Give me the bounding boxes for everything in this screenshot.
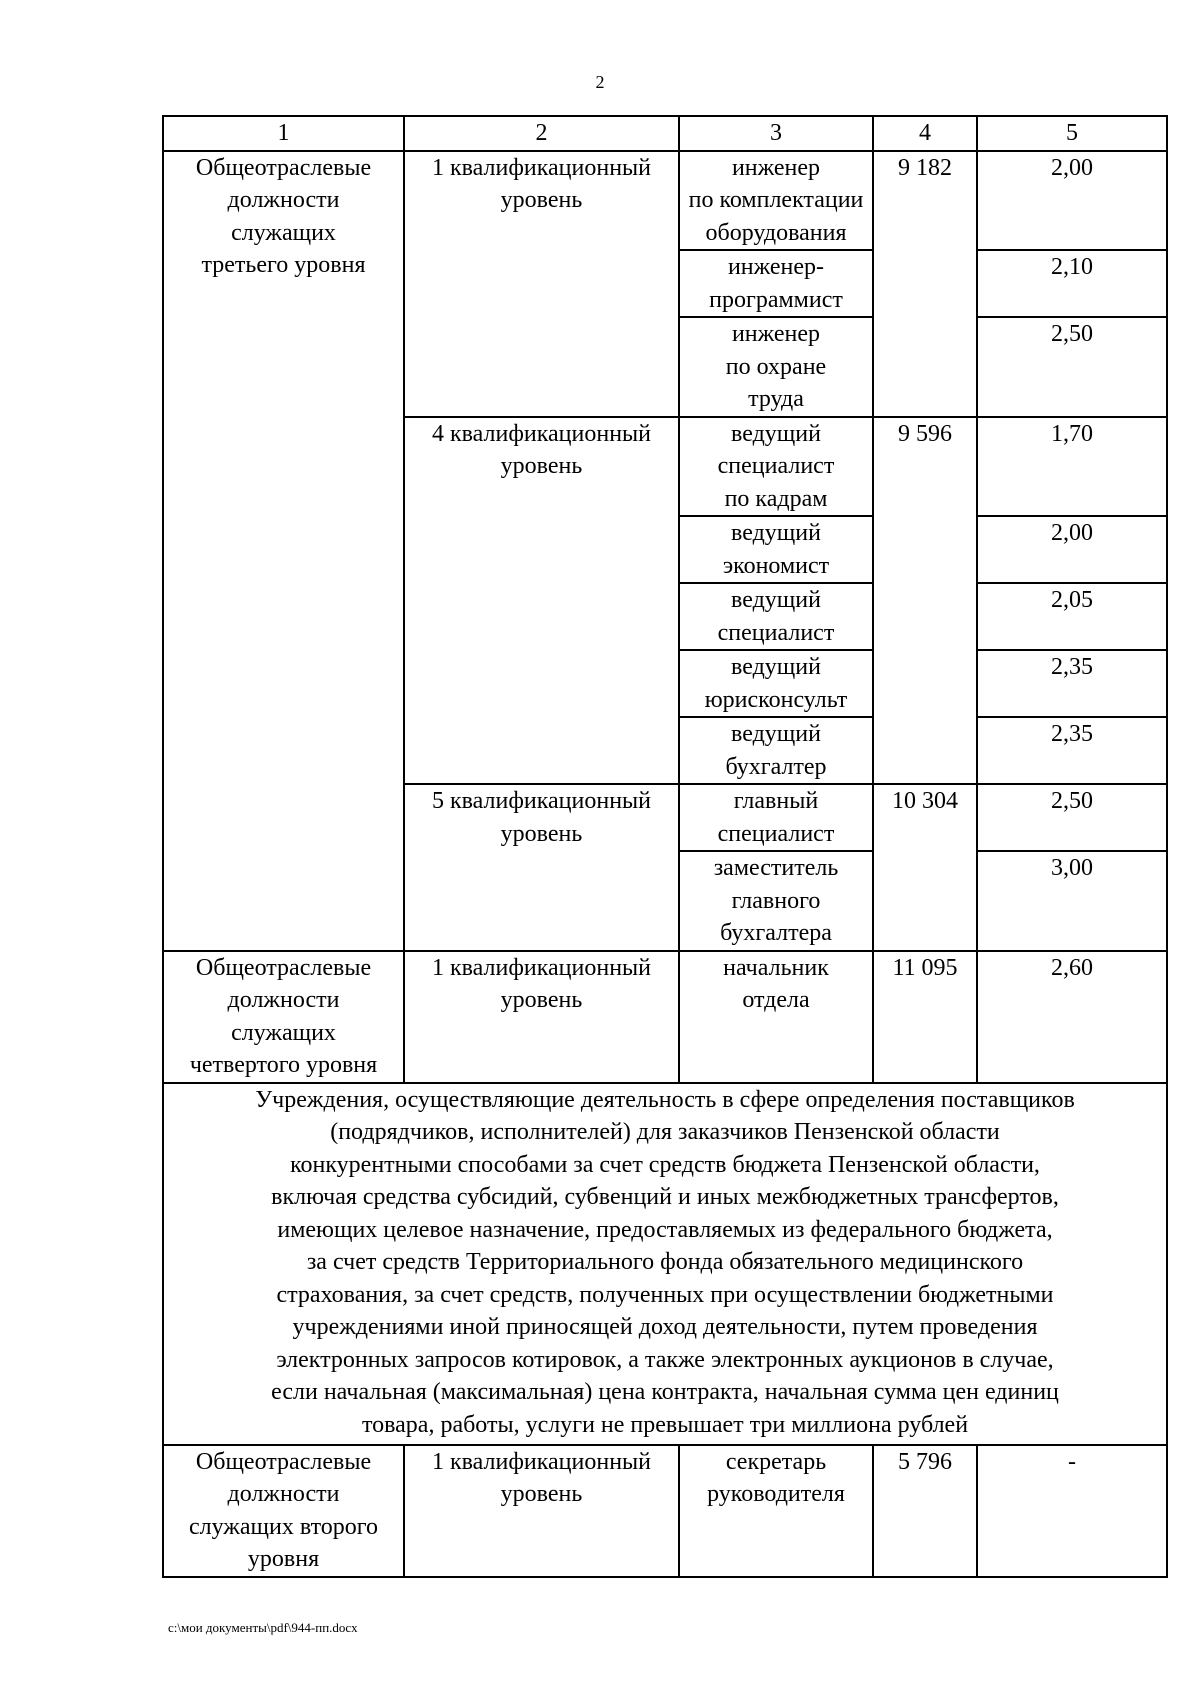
salary-cell: 9 182 — [873, 151, 977, 417]
table-header-row — [163, 116, 1167, 151]
category-cell: Общеотраслевые должности служащих второго уровня — [163, 1445, 404, 1577]
salary-cell: 5 796 — [873, 1445, 977, 1577]
column-header: 1 — [163, 116, 404, 151]
category-cell: Общеотраслевые должности служащих третьего уровня — [163, 151, 404, 951]
column-header: 4 — [873, 116, 977, 151]
position-cell: ведущий специалист по кадрам — [679, 417, 873, 517]
coefficient-cell: 2,05 — [977, 583, 1167, 650]
column-header: 2 — [404, 116, 679, 151]
table-row — [163, 1445, 1167, 1577]
qualification-level-cell: 1 квалификационный уровень — [404, 151, 679, 417]
qualification-level-cell: 1 квалификационный уровень — [404, 951, 679, 1083]
position-cell: инженер по охране труда — [679, 317, 873, 417]
salary-cell: 9 596 — [873, 417, 977, 785]
position-cell: секретарь руководителя — [679, 1445, 873, 1577]
coefficient-cell: 3,00 — [977, 851, 1167, 951]
coefficient-cell: 1,70 — [977, 417, 1167, 517]
section-row — [163, 1083, 1167, 1445]
coefficient-cell: 2,35 — [977, 650, 1167, 717]
coefficient-cell: 2,50 — [977, 317, 1167, 417]
position-cell: заместитель главного бухгалтера — [679, 851, 873, 951]
table-row — [163, 951, 1167, 1083]
position-cell: инженер- программист — [679, 250, 873, 317]
coefficient-cell: 2,50 — [977, 784, 1167, 851]
position-cell: начальник отдела — [679, 951, 873, 1083]
position-cell: ведущий экономист — [679, 516, 873, 583]
column-header: 5 — [977, 116, 1167, 151]
qualification-level-cell: 5 квалификационный уровень — [404, 784, 679, 951]
file-path-footer: c:\мои документы\pdf\944-пп.docx — [168, 1620, 358, 1635]
position-cell: ведущий юрисконсульт — [679, 650, 873, 717]
position-cell: ведущий специалист — [679, 583, 873, 650]
section-description: Учреждения, осуществляющие деятельность в сфере определения поставщиков (подрядчиков, исполнителей) для заказчиков Пензенской области конкурентными способами за счет средств бюджета Пензенской области, включая средства субсидий, субвенций и иных межбюджетных трансфертов, имеющих целевое назначение, предоставляемых из федерального бюджета, за счет средств Территориального фонда обязательного медицинского страхования, за счет средств, полученных при осуществлении бюджетными учреждениями иной приносящей доход деятельности, путем проведения электронных запросов котировок, а также электронных аукционов в случае, если начальная (максимальная) цена контракта, начальная сумма цен единиц товара, работы, услуги не превышает три миллиона рублей — [163, 1083, 1167, 1445]
position-cell: ведущий бухгалтер — [679, 717, 873, 784]
column-header: 3 — [679, 116, 873, 151]
coefficient-cell: 2,60 — [977, 951, 1167, 1083]
page-number: 2 — [595, 72, 605, 92]
coefficient-cell: 2,00 — [977, 151, 1167, 251]
coefficient-cell: 2,10 — [977, 250, 1167, 317]
salary-table — [162, 115, 1168, 1578]
position-cell: главный специалист — [679, 784, 873, 851]
position-cell: инженер по комплектации оборудования — [679, 151, 873, 251]
salary-cell: 10 304 — [873, 784, 977, 951]
coefficient-cell: 2,00 — [977, 516, 1167, 583]
table-row — [163, 151, 1167, 251]
salary-cell: 11 095 — [873, 951, 977, 1083]
coefficient-cell: 2,35 — [977, 717, 1167, 784]
qualification-level-cell: 4 квалификационный уровень — [404, 417, 679, 785]
qualification-level-cell: 1 квалификационный уровень — [404, 1445, 679, 1577]
coefficient-cell: - — [977, 1445, 1167, 1577]
category-cell: Общеотраслевые должности служащих четвертого уровня — [163, 951, 404, 1083]
